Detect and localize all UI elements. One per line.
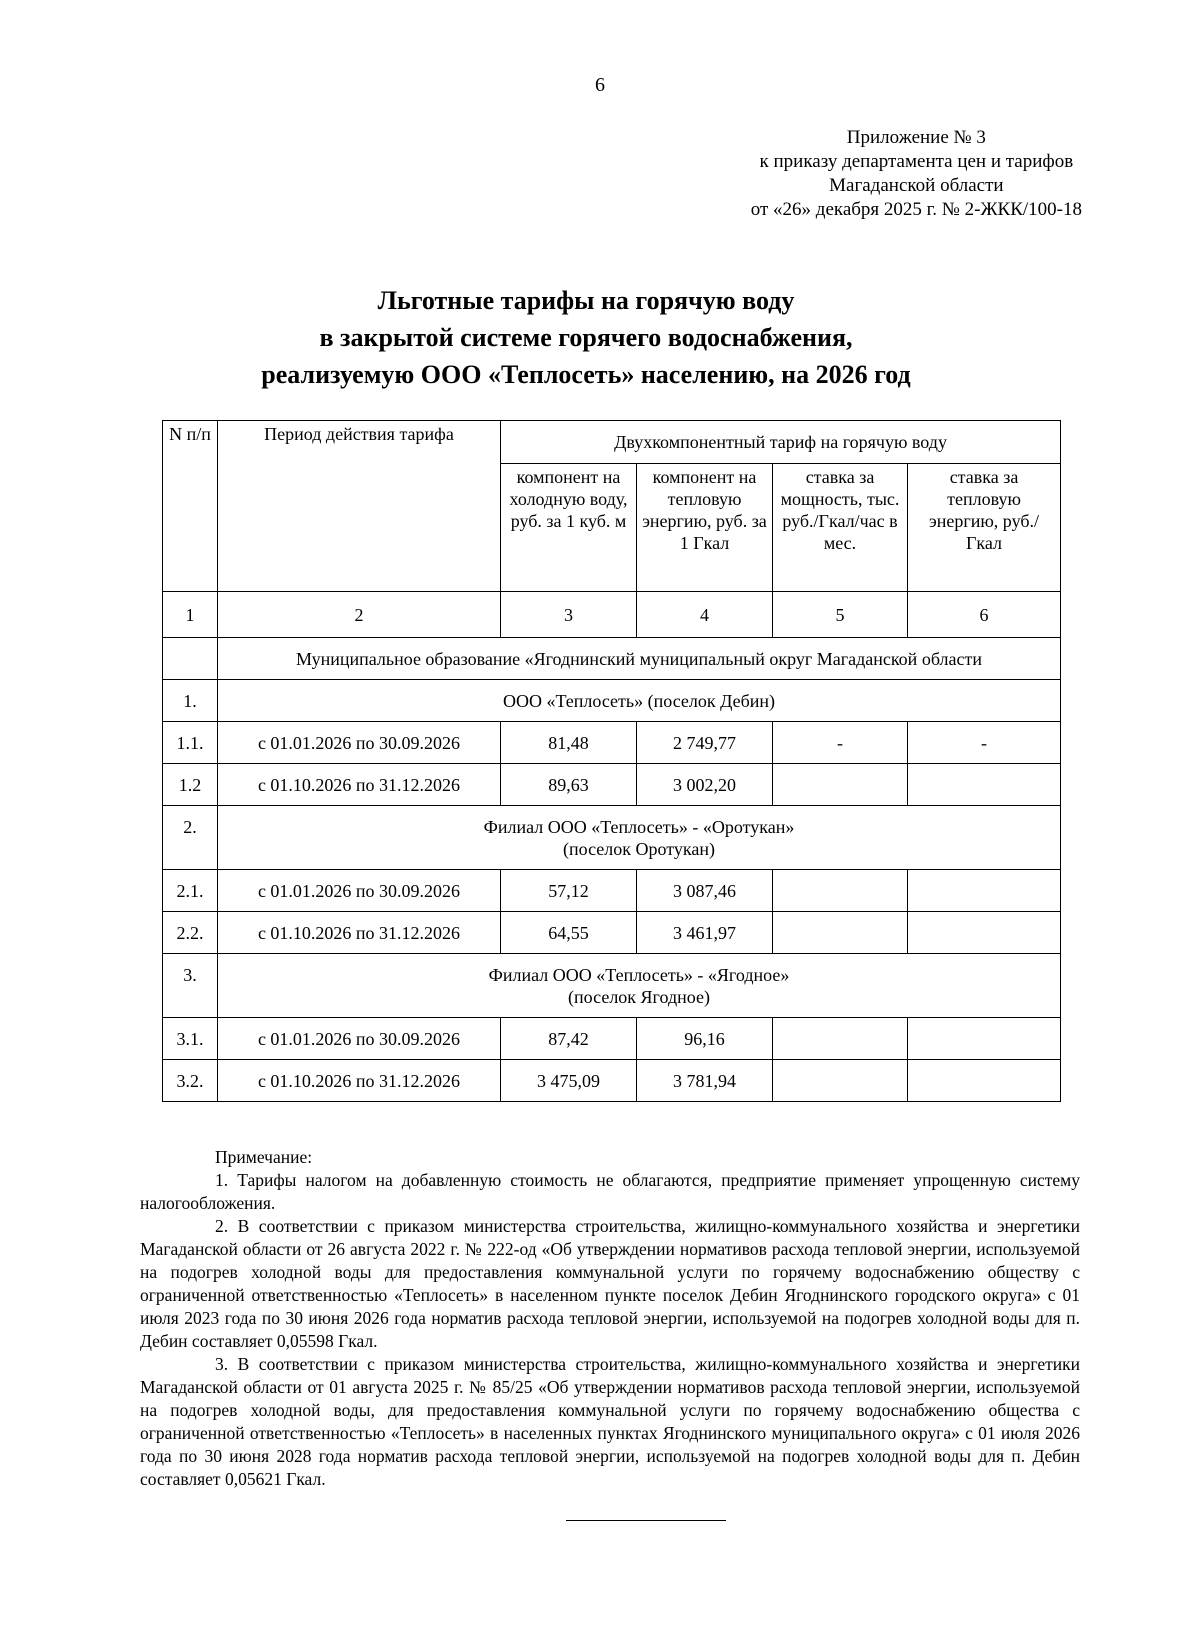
group-name [218,806,1061,870]
row-heat: 3 087,46 [637,870,773,912]
header-period: Период действия тарифа [218,421,501,592]
group-name-line: (поселок Оротукан) [563,838,715,859]
municipality-heading: Муниципальное образование «Ягоднинский муниципальный округ Магаданской области [218,638,1061,680]
bottom-divider [566,1520,726,1521]
group-num: 3. [163,954,218,1018]
header-num: N п/п [163,421,218,592]
group-name [218,954,1061,1018]
note-item: 1. Тарифы налогом на добавленную стоимость не облагаются, предприятие применяет упрощенную систему налогообложения. [140,1170,1080,1213]
column-number: 1 [163,592,218,638]
empty-cell [163,638,218,680]
group-name-line: Филиал ООО «Теплосеть» - «Оротукан» [483,816,795,837]
row-rate: - [908,722,1061,764]
row-cold: 64,55 [501,912,637,954]
group-num: 2. [163,806,218,870]
group-name [218,680,1061,722]
row-capacity [773,912,908,954]
title-line: реализуемую ООО «Теплосеть» населению, на 2026 год [261,360,911,389]
page-number: 6 [595,74,605,96]
column-number: 5 [773,592,908,638]
row-rate [908,1018,1061,1060]
row-num: 2.2. [163,912,218,954]
column-number: 2 [218,592,501,638]
column-number: 4 [637,592,773,638]
row-num: 2.1. [163,870,218,912]
row-capacity [773,1060,908,1102]
table-row [163,912,1061,954]
row-capacity: - [773,722,908,764]
appendix-line: Приложение № 3 [846,127,986,148]
appendix-block [751,126,1082,222]
row-heat: 2 749,77 [637,722,773,764]
row-rate [908,870,1061,912]
row-period: с 01.01.2026 по 30.09.2026 [218,870,501,912]
appendix-line: от «26» декабря 2025 г. № 2-ЖКК/100-18 [750,199,1082,220]
row-cold: 89,63 [501,764,637,806]
table-row [163,1060,1061,1102]
group-name-line: (поселок Ягодное) [568,986,710,1007]
header-two-component: Двухкомпонентный тариф на горячую воду [501,421,1061,464]
note-item: 2. В соответствии с приказом министерства строительства, жилищно-коммунального хозяйства и энергетики Магаданской области от 26 августа 2022 г. № 222-од «Об утверждении нормативов расхода тепловой энергии, используемой на подогрев холодной воды для предоставления коммунальной услуги по горячему водоснабжению обществу с ограниченной ответственностью «Теплосеть» в населенном пункте поселок Дебин Ягоднинского городского округа» с 01 июля 2023 года по 30 июня 2026 года норматив расхода тепловой энергии, используемой на подогрев холодной воды для п. Дебин составляет 0,05598 Гкал. [140,1216,1080,1351]
title-line: в закрытой системе горячего водоснабжения, [319,323,853,352]
header-cold-water: компонент на холодную воду, руб. за 1 куб. м [501,464,637,592]
group-name-line: ООО «Теплосеть» (поселок Дебин) [502,690,776,711]
notes-section [140,1146,1080,1491]
appendix-line: Магаданской области [829,175,1004,196]
row-num: 1.2 [163,764,218,806]
row-cold: 87,42 [501,1018,637,1060]
row-num: 3.2. [163,1060,218,1102]
notes-label: Примечание: [215,1147,313,1167]
tariff-table [162,420,1061,1102]
row-period: с 01.01.2026 по 30.09.2026 [218,722,501,764]
column-number: 6 [908,592,1061,638]
table-row [163,722,1061,764]
row-capacity [773,870,908,912]
row-period: с 01.10.2026 по 31.12.2026 [218,912,501,954]
row-cold: 3 475,09 [501,1060,637,1102]
row-heat: 3 002,20 [637,764,773,806]
row-heat: 3 781,94 [637,1060,773,1102]
group-name-line: Филиал ООО «Теплосеть» - «Ягодное» [488,964,790,985]
appendix-line: к приказу департамента цен и тарифов [759,151,1074,172]
row-rate [908,1060,1061,1102]
header-heat-energy: компонент на тепловую энергию, руб. за 1 Гкал [637,464,773,592]
group-num: 1. [163,680,218,722]
row-num: 3.1. [163,1018,218,1060]
row-period: с 01.01.2026 по 30.09.2026 [218,1018,501,1060]
column-number: 3 [501,592,637,638]
row-cold: 57,12 [501,870,637,912]
row-rate [908,764,1061,806]
row-period: с 01.10.2026 по 31.12.2026 [218,1060,501,1102]
header-heat-rate: ставка за тепловую энергию, руб./Гкал [908,464,1061,592]
header-capacity-rate: ставка за мощность, тыс. руб./Гкал/час в мес. [773,464,908,592]
row-cold: 81,48 [501,722,637,764]
row-num: 1.1. [163,722,218,764]
row-period: с 01.10.2026 по 31.12.2026 [218,764,501,806]
note-item: 3. В соответствии с приказом министерства строительства, жилищно-коммунального хозяйства и энергетики Магаданской области от 01 августа 2025 г. № 85/25 «Об утверждении нормативов расхода тепловой энергии, используемой на подогрев холодной воды, для предоставления коммунальной услуги по горячему водоснабжению общества с ограниченной ответственностью «Теплосеть» в населенных пунктах Ягоднинского муниципального округа» с 01 июля 2026 года по 30 июня 2028 года норматив расхода тепловой энергии, используемой на подогрев холодной воды для п. Дебин составляет 0,05621 Гкал. [140,1354,1080,1489]
row-rate [908,912,1061,954]
document-title [0,282,1172,393]
row-heat: 3 461,97 [637,912,773,954]
table-row [163,870,1061,912]
title-line: Льготные тарифы на горячую воду [377,286,795,315]
table-row [163,1018,1061,1060]
table-row [163,764,1061,806]
row-capacity [773,764,908,806]
row-heat: 96,16 [637,1018,773,1060]
row-capacity [773,1018,908,1060]
